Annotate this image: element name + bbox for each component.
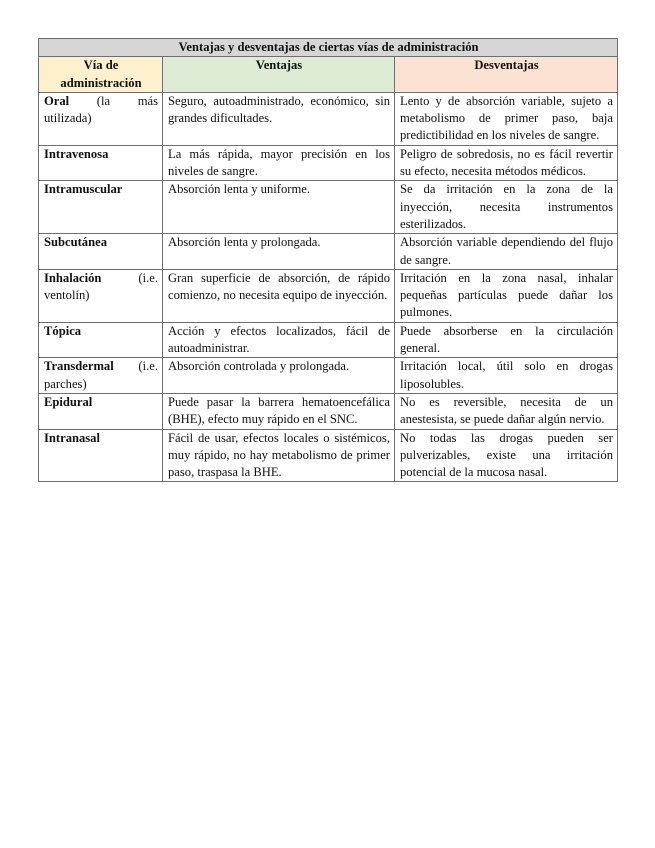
route-cell — [39, 322, 163, 358]
table-row — [39, 393, 618, 429]
route-name: Subcutánea — [44, 235, 107, 250]
route-cell — [39, 269, 163, 322]
advantages-cell: Acción y efectos localizados, fácil de autoadministrar. — [163, 322, 395, 358]
advantages-cell: Seguro, autoadministrado, económico, sin grandes dificultades. — [163, 92, 395, 145]
disadvantages-cell: Lento y de absorción variable, sujeto a metabolismo de primer paso, baja predictibilidad en los niveles de sangre. — [395, 92, 618, 145]
route-note: (i.e. ventolín) — [44, 270, 158, 303]
header-route: Vía de administración — [39, 57, 163, 93]
table-row — [39, 234, 618, 270]
disadvantages-cell: Peligro de sobredosis, no es fácil revertir su efecto, necesita métodos médicos. — [395, 145, 618, 181]
advantages-cell: Fácil de usar, efectos locales o sistémicos, muy rápido, no hay metabolismo de primer paso, traspasa la BHE. — [163, 429, 395, 482]
route-name: Intravenosa — [44, 146, 109, 161]
table-row — [39, 269, 618, 322]
table-row — [39, 429, 618, 482]
route-cell — [39, 181, 163, 234]
advantages-cell: Absorción controlada y prolongada. — [163, 358, 395, 394]
route-name: Intranasal — [44, 430, 100, 445]
advantages-cell: Absorción lenta y uniforme. — [163, 181, 395, 234]
route-cell — [39, 393, 163, 429]
route-name: Tópica — [44, 323, 82, 338]
advantages-cell: Absorción lenta y prolongada. — [163, 234, 395, 270]
advantages-cell: Puede pasar la barrera hematoencefálica (BHE), efecto muy rápido en el SNC. — [163, 393, 395, 429]
route-name: Oral — [44, 93, 70, 108]
table-row — [39, 322, 618, 358]
administration-routes-table — [38, 38, 618, 482]
route-cell — [39, 358, 163, 394]
disadvantages-cell: No todas las drogas pueden ser pulverizables, existe una irritación potencial de la mucosa nasal. — [395, 429, 618, 482]
route-name: Intramuscular — [44, 182, 123, 197]
route-cell — [39, 234, 163, 270]
table-row — [39, 358, 618, 394]
route-cell — [39, 92, 163, 145]
table-title: Ventajas y desventajas de ciertas vías de administración — [39, 39, 618, 57]
table-row — [39, 145, 618, 181]
route-name: Inhalación — [44, 270, 102, 285]
disadvantages-cell: Puede absorberse en la circulación general. — [395, 322, 618, 358]
table-row — [39, 92, 618, 145]
table-title-row — [39, 39, 618, 57]
disadvantages-cell: Se da irritación en la zona de la inyección, necesita instrumentos esterilizados. — [395, 181, 618, 234]
disadvantages-cell: Absorción variable dependiendo del flujo de sangre. — [395, 234, 618, 270]
route-cell — [39, 145, 163, 181]
header-advantages: Ventajas — [163, 57, 395, 93]
advantages-cell: Gran superficie de absorción, de rápido comienzo, no necesita equipo de inyección. — [163, 269, 395, 322]
disadvantages-cell: No es reversible, necesita de un anestesista, se puede dañar algún nervio. — [395, 393, 618, 429]
route-name: Epidural — [44, 394, 93, 409]
route-name: Transdermal — [44, 359, 114, 374]
route-note: (i.e. parches) — [44, 359, 158, 391]
advantages-cell: La más rápida, mayor precisión en los niveles de sangre. — [163, 145, 395, 181]
route-cell — [39, 429, 163, 482]
table-header-row — [39, 57, 618, 93]
disadvantages-cell: Irritación local, útil solo en drogas liposolubles. — [395, 358, 618, 394]
disadvantages-cell: Irritación en la zona nasal, inhalar pequeñas partículas puede dañar los pulmones. — [395, 269, 618, 322]
route-note: (la más utilizada) — [44, 93, 158, 126]
header-disadvantages: Desventajas — [395, 57, 618, 93]
table-row — [39, 181, 618, 234]
